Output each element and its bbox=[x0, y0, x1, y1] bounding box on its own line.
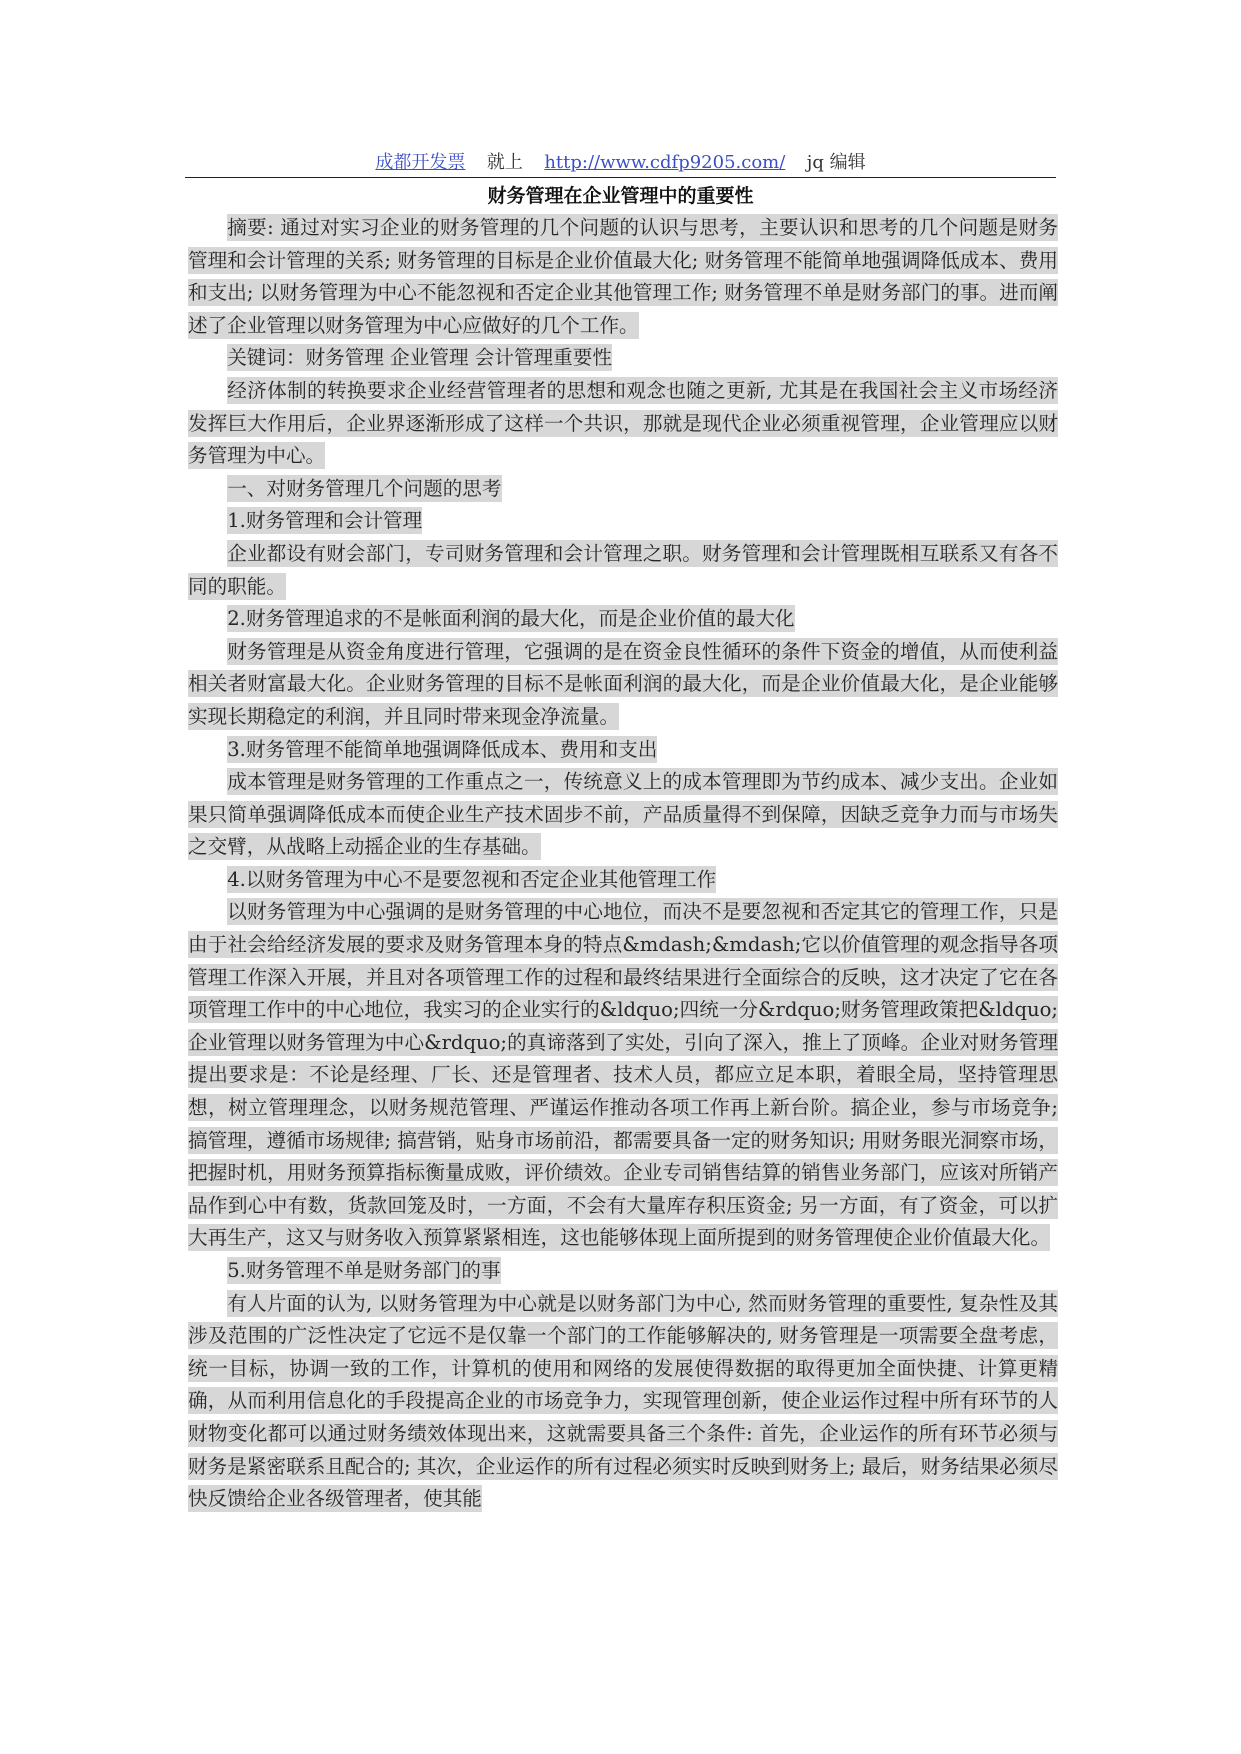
site-url-link[interactable]: http://www.cdfp9205.com/ bbox=[544, 152, 786, 173]
header-text: 就上 bbox=[486, 152, 523, 173]
document-title: 财务管理在企业管理中的重要性 bbox=[487, 185, 754, 207]
body-paragraph: 有人片面的认为, 以财务管理为中心就是以财务部门为中心, 然而财务管理的重要性, 复杂性及其涉及范围的广泛性决定了它远不是仅靠一个部门的工作能够解决的, 财务管理是一项需要全盘考虑，统一目标，协调一致的工作，计算机的使用和网络的发展使得数据的取得更加全面快捷、计算更精确，从而利用信息化的手段提高企业的市场竞争力，实现管理创新，使企业运作过程中所有环节的人财物变化都可以通过财务绩效体现出来，这就需要具备三个条件: 首先，企业运作的所有环节必须与财务是紧密联系且配合的; 其次，企业运作的所有过程必须实时反映到财务上; 最后，财务结果必须尽快反馈给企业各级管理者，使其能 bbox=[188, 1291, 1058, 1511]
header-divider bbox=[185, 177, 1056, 178]
site-name-link[interactable]: 成都开发票 bbox=[375, 152, 466, 173]
body-paragraph: 财务管理是从资金角度进行管理，它强调的是在资金良性循环的条件下资金的增值，从而使利益相关者财富最大化。企业财务管理的目标不是帐面利润的最大化，而是企业价值最大化，是企业能够实现长期稳定的利润，并且同时带来现金净流量。 bbox=[188, 639, 1058, 728]
page-header bbox=[185, 150, 1056, 176]
subsection-heading: 3.财务管理不能简单地强调降低成本、费用和支出 bbox=[227, 737, 658, 761]
section-heading: 一、对财务管理几个问题的思考 bbox=[227, 476, 502, 500]
header-suffix: jq 编辑 bbox=[806, 152, 866, 173]
subsection-heading: 2.财务管理追求的不是帐面利润的最大化，而是企业价值的最大化 bbox=[227, 607, 795, 631]
body-paragraph: 企业都设有财会部门，专司财务管理和会计管理之职。财务管理和会计管理既相互联系又有各不同的职能。 bbox=[188, 541, 1058, 598]
body-paragraph: 成本管理是财务管理的工作重点之一，传统意义上的成本管理即为节约成本、减少支出。企业如果只简单强调降低成本而使企业生产技术固步不前，产品质量得不到保障，因缺乏竞争力而与市场失之交臂，从战略上动摇企业的生存基础。 bbox=[188, 770, 1058, 859]
keywords-paragraph: 关键词：财务管理 企业管理 会计管理重要性 bbox=[227, 346, 612, 370]
document-body bbox=[188, 212, 1058, 1516]
subsection-heading: 5.财务管理不单是财务部门的事 bbox=[227, 1259, 501, 1282]
body-paragraph: 经济体制的转换要求企业经营管理者的思想和观念也随之更新, 尤其是在我国社会主义市场经济发挥巨大作用后，企业界逐渐形成了这样一个共识，那就是现代企业必须重视管理，企业管理应以财务管理为中心。 bbox=[188, 378, 1058, 468]
subsection-heading: 1.财务管理和会计管理 bbox=[227, 509, 423, 533]
subsection-heading: 4.以财务管理为中心不是要忽视和否定企业其他管理工作 bbox=[227, 867, 717, 891]
abstract-paragraph: 摘要: 通过对实习企业的财务管理的几个问题的认识与思考，主要认识和思考的几个问题是财务管理和会计管理的关系; 财务管理的目标是企业价值最大化; 财务管理不能简单地强调降低成本、费用和支出; 以财务管理为中心不能忽视和否定企业其他管理工作; 财务管理不单是财务部门的事。进而阐述了企业管理以财务管理为中心应做好的几个工作。 bbox=[188, 216, 1058, 337]
body-paragraph: 以财务管理为中心强调的是财务管理的中心地位，而决不是要忽视和否定其它的管理工作，只是由于社会给经济发展的要求及财务管理本身的特点&mdash;&mdash;它以价值管理的观念指导各项管理工作深入开展，并且对各项管理工作的过程和最终结果进行全面综合的反映，这才决定了它在各项管理工作中的中心地位，我实习的企业实行的&ldquo;四统一分&rdquo;财务管理政策把&ldquo;企业管理以财务管理为中心&rdquo;的真谛落到了实处，引向了深入，推上了顶峰。企业对财务管理提出要求是：不论是经理、厂长、还是管理者、技术人员，都应立足本职，着眼全局，坚持管理思想，树立管理理念，以财务规范管理、严谨运作推动各项工作再上新台阶。搞企业，参与市场竞争; 搞管理，遵循市场规律; 搞营销，贴身市场前沿，都需要具备一定的财务知识; 用财务眼光洞察市场，把握时机，用财务预算指标衡量成败，评价绩效。企业专司销售结算的销售业务部门，应该对所销产品作到心中有数，货款回笼及时，一方面，不会有大量库存积压资金; 另一方面，有了资金，可以扩大再生产，这又与财务收入预算紧紧相连，这也能够体现上面所提到的财务管理使企业价值最大化。 bbox=[188, 900, 1058, 1250]
